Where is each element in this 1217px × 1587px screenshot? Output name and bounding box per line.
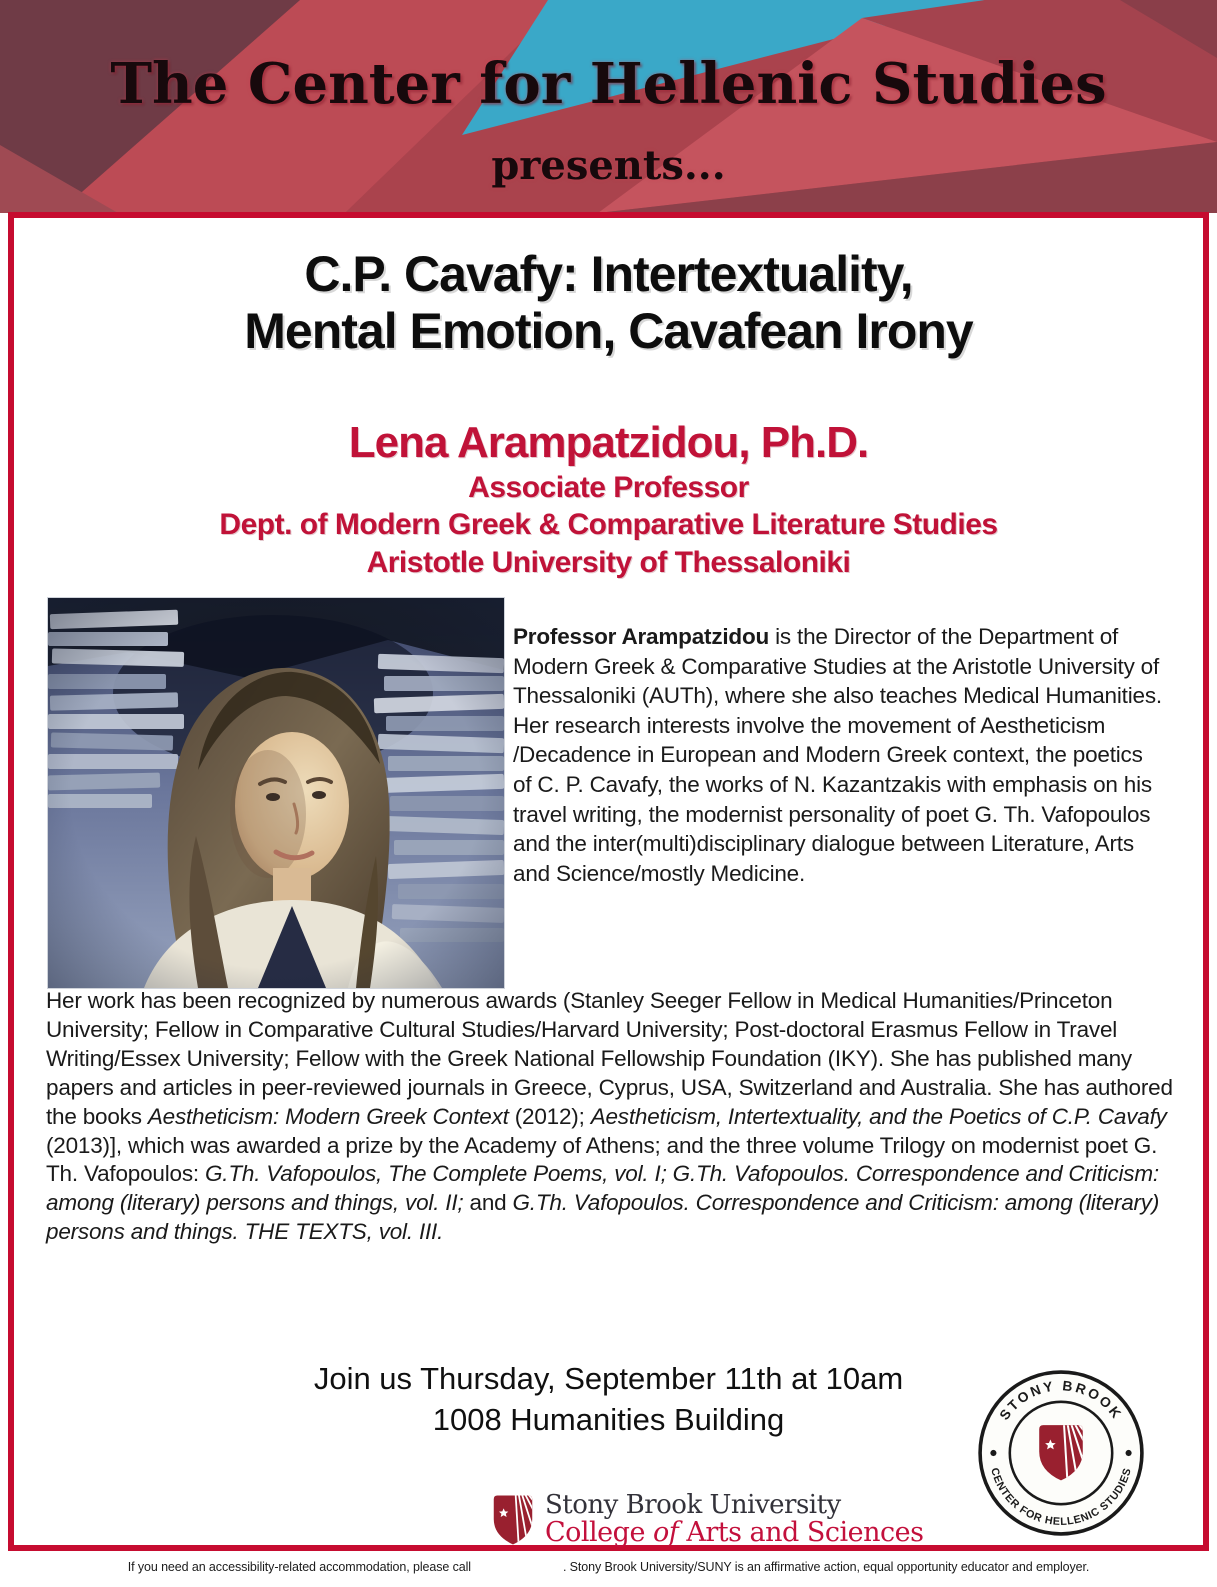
speaker-photo-illustration — [48, 598, 504, 988]
footer-note — [0, 1560, 1217, 1574]
event-title-line2: Mental Emotion, Cavafean Irony — [244, 303, 973, 359]
seal-top-text: STONY BROOK — [995, 1377, 1127, 1423]
speaker-name: Lena Arampatzidou, Ph.D. — [348, 418, 869, 467]
stony-brook-logo — [492, 1492, 923, 1547]
speaker-department: Dept. of Modern Greek & Comparative Literature Studies — [219, 508, 998, 542]
pubs-seg6: and — [463, 1190, 513, 1216]
bio-paragraph — [513, 622, 1165, 888]
header-banner — [0, 0, 1217, 213]
speaker-role: Associate Professor — [468, 470, 749, 504]
sbu-college-of: of — [653, 1517, 679, 1549]
speaker-block — [0, 418, 1217, 582]
bio-text: is the Director of the Department of Modern Greek & Comparative Studies at the Aristotle University of Thessaloniki (AUTh), where she also teaches Medical Humanities. Her research interests involve the movement of Aestheticism /Decadence in European and Modern Greek context, the poetics of C. P. Cavafy, the works of N. Kazantzakis with emphasis on his travel writing, the modernist personality of poet G. Th. Vafopoulos and the inter(multi)disciplinary dialogue between Literature, Arts and Science/mostly Medicine. — [513, 624, 1162, 886]
speaker-university: Aristotle University of Thessaloniki — [366, 546, 851, 580]
pubs-book-title-2: Aestheticism, Intertextuality, and the Poetics of C.P. Cavafy — [590, 1103, 1167, 1129]
pubs-seg2: (2012); — [508, 1103, 591, 1129]
pubs-book-title-4: G.Th. Vafopoulos. Correspondence and Criticism: among (literary) persons and things. THE TEXTS, vol. III. — [46, 1190, 1160, 1245]
pubs-book-title-1: Aestheticism: Modern Greek Context — [147, 1103, 509, 1129]
speaker-photo — [48, 598, 504, 988]
event-title-line1: C.P. Cavafy: Intertextuality, — [304, 246, 913, 302]
pubs-book-title-3: G.Th. Vafopoulos, The Complete Poems, vol. I; G.Th. Vafopoulos. Correspondence and Criticism: among (literary) persons and things, vol. II; — [46, 1161, 1159, 1216]
publications-paragraph — [46, 987, 1193, 1247]
event-location: 1008 Humanities Building — [432, 1402, 785, 1437]
event-title — [0, 246, 1217, 360]
footer-pre: If you need an accessibility-related accommodation, please call — [127, 1560, 471, 1574]
sbu-college-name — [545, 1519, 923, 1547]
header-title: The Center for Hellenic Studies — [110, 51, 1107, 117]
sbu-college-pre: College — [545, 1517, 654, 1549]
bio-lead: Professor Arampatzidou — [513, 624, 770, 649]
sbu-shield-icon — [492, 1494, 534, 1546]
footer-post: . Stony Brook University/SUNY is an affirmative action, equal opportunity educator and employer. — [562, 1560, 1090, 1574]
pubs-seg4: (2013)], which was awarded a prize by the Academy of Athens; and the three volume Trilogy on modernist poet G. Th. Vafopoulos: — [46, 1132, 1158, 1187]
sbu-logo-text — [545, 1492, 923, 1547]
sbu-college-post: Arts and Sciences — [678, 1517, 924, 1549]
pubs-seg0: Her work has been recognized by numerous awards (Stanley Seeger Fellow in Medical Humanities/Princeton University; Fellow in Comparative Cultural Studies/Harvard University; Post-doctoral Erasmus Fellow in Travel Writing/Essex University; Fellow with the Greek National Fellowship Foundation (IKY). She has published many papers and articles in peer-reviewed journals in Greece, Cyprus, USA, Switzerland and Australia. She has authored the books — [46, 988, 1173, 1129]
sbu-university-name: Stony Brook University — [545, 1490, 841, 1520]
header-subtitle: presents... — [491, 142, 726, 189]
event-datetime: Join us Thursday, September 11th at 10am — [313, 1361, 904, 1396]
seal-bottom-text: CENTER FOR HELLENIC STUDIES — [988, 1466, 1134, 1529]
center-for-hellenic-studies-seal — [976, 1368, 1146, 1538]
